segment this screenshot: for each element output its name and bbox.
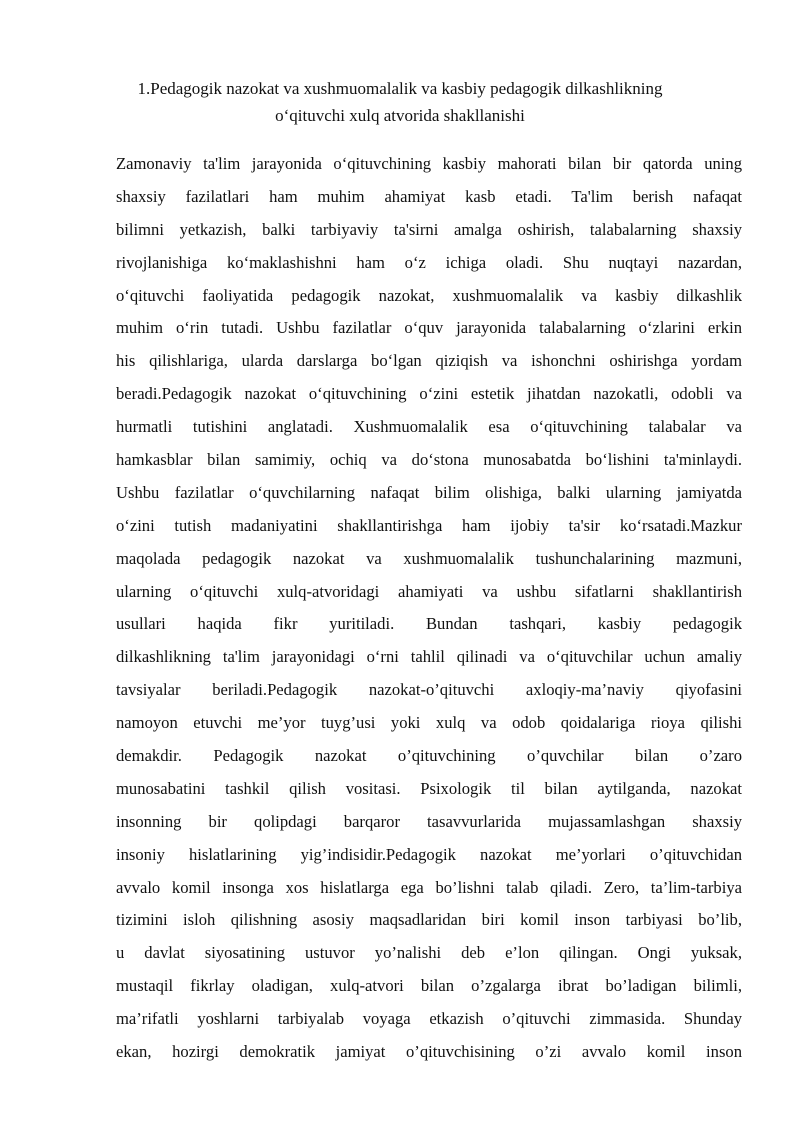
title-line: o‘qituvchi xulq atvorida shakllanishi bbox=[275, 106, 525, 125]
body-line: demakdir. Pedagogik nazokat o’qituvchining o’quvchilar bilan o’zaro bbox=[116, 746, 742, 766]
body-line: hurmatli tutishini anglatadi. Xushmuomalalik esa o‘qituvchining talabalar va bbox=[116, 417, 742, 437]
body-line: shaxsiy fazilatlari ham muhim ahamiyat kasb etadi. Ta'lim berish nafaqat bbox=[116, 186, 742, 206]
body-line: namoyon etuvchi me’yor tuyg’usi yoki xulq va odob qoidalariga rioya qilishi bbox=[116, 713, 742, 733]
body-line: o‘zini tutish madaniyatini shakllantirishga ham ijobiy ta'sir ko‘rsatadi.Mazkur bbox=[116, 515, 742, 535]
body-line: mustaqil fikrlay oladigan, xulq-atvori bilan o’zgalarga ibrat bo’ladigan bilimli, bbox=[116, 976, 742, 996]
body-line: hamkasblar bilan samimiy, ochiq va do‘stona munosabatda bo‘lishini ta'minlaydi. bbox=[116, 450, 742, 470]
body-line: rivojlanishiga ko‘maklashishni ham o‘z ichiga oladi. Shu nuqtayi nazardan, bbox=[116, 252, 742, 272]
body-line: munosabatini tashkil qilish vositasi. Psixologik til bilan aytilganda, nazokat bbox=[116, 778, 742, 798]
body-line: avvalo komil insonga xos hislatlarga ega bo’lishni talab qiladi. Zero, ta’lim-tarbiya bbox=[116, 877, 742, 897]
body-line: beradi.Pedagogik nazokat o‘qituvchining o‘zini estetik jihatdan nazokatli, odobli va bbox=[116, 384, 742, 404]
body-line: dilkashlikning ta'lim jarayonidagi o‘rni tahlil qilinadi va o‘qituvchilar uchun amaliy bbox=[116, 647, 742, 667]
body-line: ekan, hozirgi demokratik jamiyat o’qituvchisining o’zi avvalo komil inson bbox=[116, 1042, 742, 1062]
body-line: Ushbu fazilatlar o‘quvchilarning nafaqat bilim olishiga, balki ularning jamiyatda bbox=[116, 482, 742, 502]
body-line: maqolada pedagogik nazokat va xushmuomalalik tushunchalarining mazmuni, bbox=[116, 548, 742, 568]
body-line: usullari haqida fikr yuritiladi. Bundan tashqari, kasbiy pedagogik bbox=[116, 614, 742, 634]
body-line: Zamonaviy ta'lim jarayonida o‘qituvchining kasbiy mahorati bilan bir qatorda uning bbox=[116, 154, 742, 173]
body-line: tizimini isloh qilishning asosiy maqsadlaridan biri komil inson tarbiyasi bo’lib, bbox=[116, 910, 742, 930]
body-line: u davlat siyosatining ustuvor yo’nalishi deb e’lon qilingan. Ongi yuksak, bbox=[116, 943, 742, 963]
body-line: insonning bir qolipdagi barqaror tasavvurlarida mujassamlashgan shaxsiy bbox=[116, 811, 742, 831]
body-line: o‘qituvchi faoliyatida pedagogik nazokat, xushmuomalalik va kasbiy dilkashlik bbox=[116, 285, 742, 305]
body-line: bilimni yetkazish, balki tarbiyaviy ta'sirni amalga oshirish, talabalarning shaxsiy bbox=[116, 219, 742, 239]
title-line: 1.Pedagogik nazokat va xushmuomalalik va kasbiy pedagogik dilkashlikning bbox=[137, 79, 663, 98]
body-line: ma’rifatli yoshlarni tarbiyalab voyaga etkazish o’qituvchi zimmasida. Shunday bbox=[116, 1009, 742, 1029]
body-line: tavsiyalar beriladi.Pedagogik nazokat-o’qituvchi axloqiy-ma’naviy qiyofasini bbox=[116, 680, 742, 700]
body-paragraph bbox=[116, 148, 742, 1069]
body-line: insoniy hislatlarining yig’indisidir.Pedagogik nazokat me’yorlari o’qituvchidan bbox=[116, 844, 742, 864]
body-line: ularning o‘qituvchi xulq-atvoridagi ahamiyati va ushbu sifatlarni shakllantirish bbox=[116, 581, 742, 601]
document-title bbox=[100, 75, 700, 129]
body-line: muhim o‘rin tutadi. Ushbu fazilatlar o‘quv jarayonida talabalarning o‘zlarini erkin bbox=[116, 318, 742, 338]
body-line: his qilishlariga, ularda darslarga bo‘lgan qiziqish va ishonchni oshirishga yordam bbox=[116, 351, 742, 371]
